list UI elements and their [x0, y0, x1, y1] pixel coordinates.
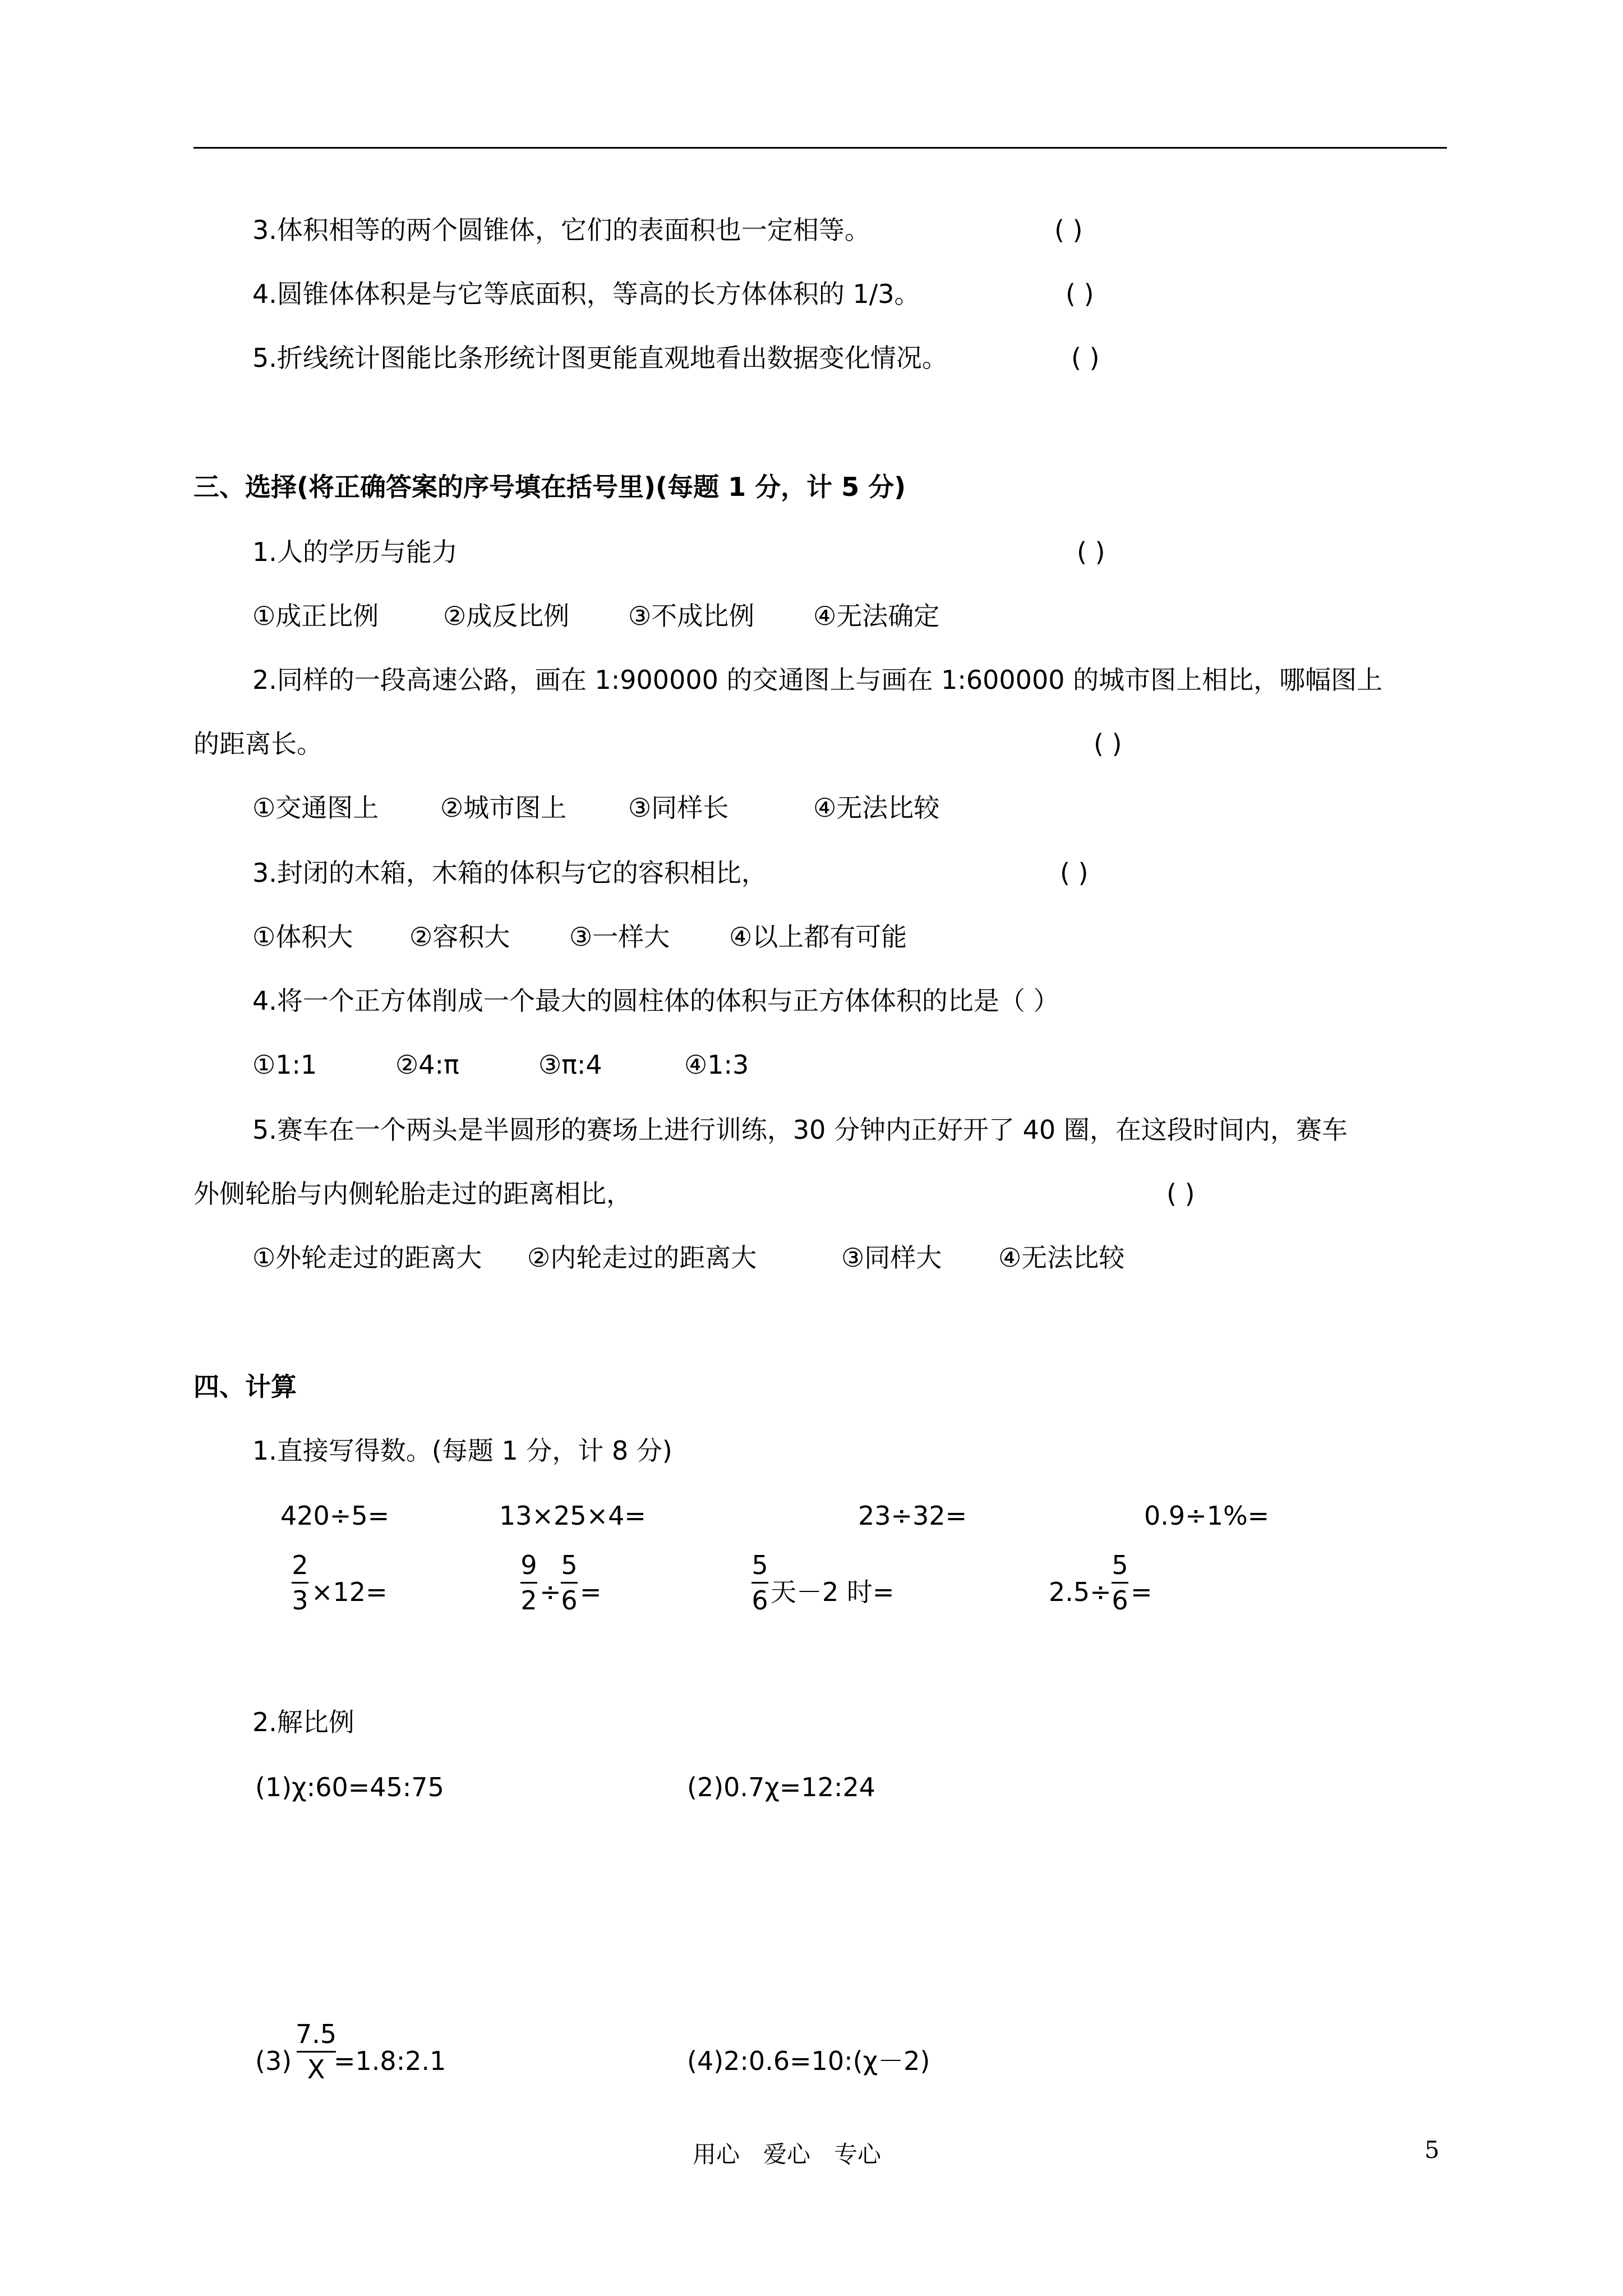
fraction: 5 6 — [751, 1550, 768, 1616]
calc-item-tail: = — [1131, 1577, 1152, 1607]
calc-item: 420÷5= — [280, 1501, 390, 1531]
choice-q2: 2.同样的一段高速公路，画在 1:900000 的交通图上与画在 1:600000 的城市图上相比，哪幅图上 — [252, 665, 1383, 695]
choice-q3: 3.封闭的木箱，木箱的体积与它的容积相比， — [252, 858, 767, 888]
choice-q4: 4.将一个正方体削成一个最大的圆柱体的体积与正方体体积的比是（ ） — [252, 986, 1059, 1016]
option: ③不成比例 — [628, 601, 755, 631]
answer-paren[interactable]: ( ) — [1077, 537, 1105, 567]
section-heading-calc: 四、计算 — [193, 1372, 297, 1402]
answer-paren[interactable]: ( ) — [1066, 279, 1094, 309]
calc-item-head: 2.5÷ — [1049, 1577, 1112, 1607]
fraction: 9 2 — [520, 1550, 537, 1616]
proportion-1: (1)χ:60=45:75 — [255, 1772, 444, 1802]
proportion-3-head: (3) — [255, 2046, 292, 2076]
option: ①1:1 — [252, 1050, 317, 1080]
fraction: 5 6 — [1112, 1550, 1128, 1616]
option: ③一样大 — [569, 922, 670, 952]
calc-item: 13×25×4= — [499, 1501, 646, 1531]
option: ②容积大 — [409, 922, 510, 952]
fraction: 2 3 — [292, 1550, 308, 1616]
choice-q5: 5.赛车在一个两头是半圆形的赛场上进行训练，30 分钟内正好开了 40 圈，在这段时间内，赛车 — [252, 1115, 1348, 1145]
calc-item-tail: 天－2 时= — [771, 1577, 895, 1607]
option: ①成正比例 — [252, 601, 379, 631]
option: ②城市图上 — [440, 793, 567, 823]
answer-paren[interactable]: ( ) — [1071, 343, 1100, 373]
calc-item-tail: ×12= — [311, 1577, 388, 1607]
proportion-3-tail: =1.8:2.1 — [334, 2046, 446, 2076]
option: ③同样长 — [628, 793, 729, 823]
header-rule — [193, 147, 1447, 149]
option: ④无法比较 — [998, 1243, 1125, 1273]
calc-item-tail: = — [580, 1577, 602, 1607]
choice-q2-cont: 的距离长。 — [193, 729, 322, 759]
option: ④无法确定 — [813, 601, 940, 631]
answer-paren[interactable]: ( ) — [1166, 1179, 1195, 1209]
choice-q1: 1.人的学历与能力 — [252, 537, 458, 567]
option: ②成反比例 — [443, 601, 570, 631]
option: ②内轮走过的距离大 — [527, 1243, 757, 1273]
option: ④以上都有可能 — [729, 922, 907, 952]
option: ①体积大 — [252, 922, 353, 952]
option: ④1:3 — [684, 1050, 749, 1080]
fraction: 7.5 X — [296, 2019, 337, 2085]
option: ①交通图上 — [252, 793, 379, 823]
option: ②4:π — [395, 1050, 459, 1080]
operator: ÷ — [540, 1577, 561, 1607]
fraction: 5 6 — [561, 1550, 578, 1616]
calc-sub2: 2.解比例 — [252, 1707, 354, 1737]
option: ④无法比较 — [813, 793, 940, 823]
footer-motto: 用心 爱心 专心 — [693, 2141, 882, 2168]
answer-paren[interactable]: ( ) — [1060, 858, 1089, 888]
proportion-4: (4)2:0.6=10:(χ－2) — [687, 2046, 930, 2076]
option: ③同样大 — [841, 1243, 942, 1273]
answer-paren[interactable]: ( ) — [1054, 215, 1083, 245]
proportion-2: (2)0.7χ=12:24 — [687, 1772, 875, 1802]
answer-paren[interactable]: ( ) — [1094, 729, 1122, 759]
calc-item: 23÷32= — [858, 1501, 967, 1531]
calc-item: 0.9÷1%= — [1144, 1501, 1270, 1531]
section-heading-choice: 三、选择(将正确答案的序号填在括号里)(每题 1 分，计 5 分) — [193, 472, 906, 502]
option: ③π:4 — [538, 1050, 602, 1080]
judge-q4: 4.圆锥体体积是与它等底面积，等高的长方体体积的 1/3。 — [252, 279, 920, 309]
choice-q5-cont: 外侧轮胎与内侧轮胎走过的距离相比， — [193, 1179, 632, 1209]
judge-q5: 5.折线统计图能比条形统计图更能直观地看出数据变化情况。 — [252, 343, 948, 373]
page-number: 5 — [1424, 2136, 1440, 2164]
option: ①外轮走过的距离大 — [252, 1243, 482, 1273]
judge-q3: 3.体积相等的两个圆锥体，它们的表面积也一定相等。 — [252, 215, 870, 245]
calc-sub1: 1.直接写得数。(每题 1 分，计 8 分) — [252, 1435, 672, 1466]
